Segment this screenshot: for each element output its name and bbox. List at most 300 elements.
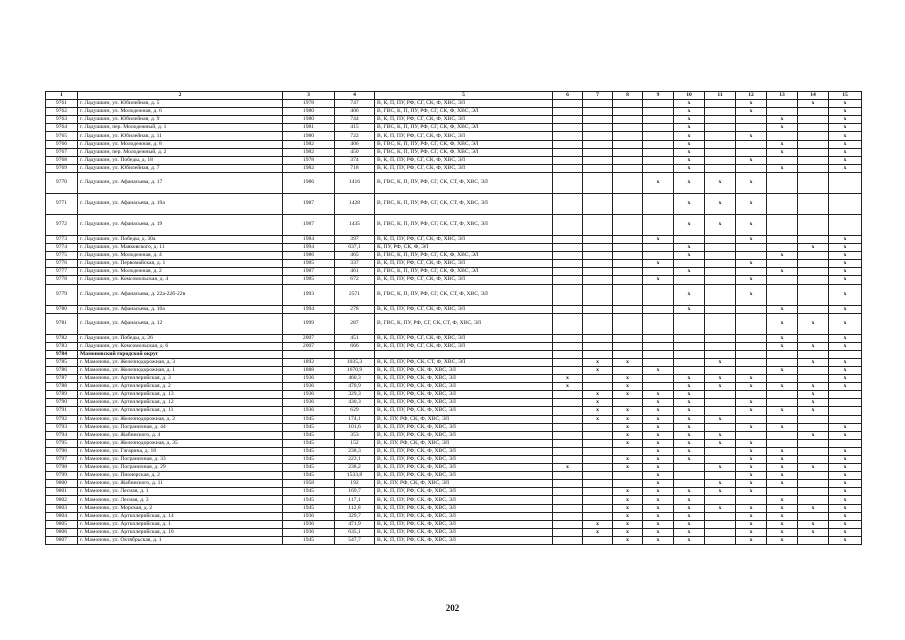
- mark-cell-col-10: x: [674, 504, 705, 512]
- year-cell: 1945: [283, 504, 335, 512]
- empty-cell: [613, 334, 643, 342]
- empty-cell: [583, 512, 613, 520]
- mark-cell-col-12: x: [736, 472, 767, 480]
- empty-cell: [613, 399, 643, 407]
- table-row: [46, 132, 862, 140]
- area-cell: 353: [335, 431, 375, 439]
- empty-cell: [613, 244, 643, 252]
- utilities-cell: В, ГВС, К, П, ПУ, РФ, СГ, СК, СТ, Ф, ХВС, ЭЛ: [375, 172, 553, 193]
- empty-cell: [613, 172, 643, 193]
- empty-cell: [613, 305, 643, 313]
- area-cell: 101,6: [335, 423, 375, 431]
- empty-cell: [553, 164, 583, 172]
- row-number-cell: 9790: [46, 399, 78, 407]
- table-row: [46, 108, 862, 116]
- mark-cell-col-12: x: [736, 284, 767, 305]
- row-number-cell: 9794: [46, 431, 78, 439]
- table-row: [46, 456, 862, 464]
- utilities-cell: В, К, П, ПУ, РФ, СК, Ф, ХВС, ЭЛ: [375, 431, 553, 439]
- empty-cell: [613, 148, 643, 156]
- address-cell: г. Ладушкин, ул. Победы, д. 18: [78, 156, 283, 164]
- utilities-cell: В, К, П, ПУ, РФ, СК, Ф, ХВС, ЭЛ: [375, 520, 553, 528]
- mark-cell-col-12: x: [736, 512, 767, 520]
- mark-cell-col-13: x: [767, 148, 798, 156]
- mark-cell-col-10: x: [674, 512, 705, 520]
- empty-cell: [705, 456, 736, 464]
- row-number-cell: 9800: [46, 480, 78, 488]
- empty-cell: [583, 342, 613, 350]
- table-row: [46, 496, 862, 504]
- area-cell: 238,2: [335, 464, 375, 472]
- mark-cell-col-10: x: [674, 439, 705, 447]
- mark-cell-col-8: x: [613, 391, 643, 399]
- address-cell: г. Мамоново, ул. Лесная, д. 3: [78, 496, 283, 504]
- empty-cell: [705, 276, 736, 284]
- mark-cell-col-15: x: [829, 480, 862, 488]
- mark-cell-col-13: x: [767, 383, 798, 391]
- address-cell: г. Мамоново, ул. Железнодорожная, д. 35: [78, 439, 283, 447]
- empty-cell: [798, 268, 829, 276]
- year-cell: 1986: [283, 172, 335, 193]
- empty-cell: [643, 252, 674, 260]
- mark-cell-col-13: x: [767, 313, 798, 334]
- column-header-5: 5: [375, 92, 553, 100]
- empty-cell: [767, 488, 798, 496]
- year-cell: 1987: [283, 193, 335, 214]
- mark-cell-col-10: x: [674, 431, 705, 439]
- area-cell: 1670,9: [335, 366, 375, 374]
- empty-cell: [583, 260, 613, 268]
- empty-cell: [553, 276, 583, 284]
- empty-cell: [643, 164, 674, 172]
- mark-cell-col-13: x: [767, 520, 798, 528]
- utilities-cell: В, К, П, ПУ, РФ, СК, Ф, ХВС, ЭЛ: [375, 366, 553, 374]
- empty-cell: [736, 358, 767, 366]
- empty-cell: [767, 100, 798, 108]
- mark-cell-col-9: x: [643, 366, 674, 374]
- utilities-cell: В, К, П, ПУ, РФ, СГ, СК, Ф, ХВС, ЭЛ: [375, 342, 553, 350]
- empty-cell: [705, 148, 736, 156]
- mark-cell-col-9: x: [643, 512, 674, 520]
- year-cell: 1945: [283, 447, 335, 455]
- empty-cell: [705, 100, 736, 108]
- utilities-cell: В, К, ПУ, РФ, СК, Ф, ХВС, ЭЛ: [375, 480, 553, 488]
- year-cell: 1980: [283, 132, 335, 140]
- mark-cell-col-11: x: [705, 431, 736, 439]
- address-cell: г. Мамоново, ул. Артиллерийская, д. 11: [78, 407, 283, 415]
- utilities-cell: В, ГВС, К, П, ПУ, РФ, СГ, СК, Ф, ХВС, ЭЛ: [375, 108, 553, 116]
- empty-cell: [736, 342, 767, 350]
- mark-cell-col-9: x: [643, 276, 674, 284]
- year-cell: 1936: [283, 399, 335, 407]
- empty-cell: [553, 140, 583, 148]
- empty-cell: [613, 342, 643, 350]
- address-cell: г. Мамоново, ул. Пограничная, д. 33: [78, 456, 283, 464]
- empty-cell: [553, 407, 583, 415]
- mark-cell-col-10: x: [674, 488, 705, 496]
- empty-cell: [643, 358, 674, 366]
- area-cell: 287: [335, 313, 375, 334]
- address-cell: г. Мамоново, ул. Жабинского, д. 11: [78, 480, 283, 488]
- empty-cell: [583, 488, 613, 496]
- mark-cell-col-10: x: [674, 148, 705, 156]
- empty-cell: [798, 235, 829, 243]
- mark-cell-col-9: x: [643, 464, 674, 472]
- utilities-cell: В, К, П, ПУ, РФ, СК, Ф, ХВС, ЭЛ: [375, 399, 553, 407]
- empty-cell: [553, 520, 583, 528]
- table-row: [46, 235, 862, 243]
- year-cell: 1987: [283, 268, 335, 276]
- utilities-cell: В, К, П, ПУ, РФ, СГ, СК, Ф, ХВС, ЭЛ: [375, 132, 553, 140]
- mark-cell-col-15: x: [829, 536, 862, 544]
- address-cell: г. Ладушкин, ул. Юбилейная, д. 9: [78, 116, 283, 124]
- empty-cell: [583, 456, 613, 464]
- table-row: [46, 415, 862, 423]
- mark-cell-col-15: x: [829, 313, 862, 334]
- mark-cell-col-15: x: [829, 140, 862, 148]
- empty-cell: [553, 423, 583, 431]
- table-row: [46, 383, 862, 391]
- empty-cell: [767, 260, 798, 268]
- mark-cell-col-10: x: [674, 284, 705, 305]
- area-cell: 1428: [335, 193, 375, 214]
- mark-cell-col-10: x: [674, 172, 705, 193]
- mark-cell-col-12: x: [736, 235, 767, 243]
- empty-cell: [736, 313, 767, 334]
- address-cell: г. Мамоново, ул. Артиллерийская, д. 13: [78, 391, 283, 399]
- mark-cell-col-12: x: [736, 456, 767, 464]
- mark-cell-col-9: x: [643, 472, 674, 480]
- column-header-9: 9: [643, 92, 674, 100]
- mark-cell-col-15: x: [829, 148, 862, 156]
- year-cell: 1945: [283, 415, 335, 423]
- empty-cell: [798, 108, 829, 116]
- area-cell: 169,7: [335, 488, 375, 496]
- utilities-cell: В, ГВС, К, П, ПУ, РФ, СГ, СК, СТ, Ф, ХВС, ЭЛ: [375, 193, 553, 214]
- empty-cell: [798, 334, 829, 342]
- mark-cell-col-13: x: [767, 472, 798, 480]
- mark-cell-col-12: x: [736, 276, 767, 284]
- mark-cell-col-11: x: [705, 504, 736, 512]
- utilities-cell: В, К, П, ПУ, РФ, СГ, СК, Ф, ХВС, ЭЛ: [375, 235, 553, 243]
- mark-cell-col-15: x: [829, 342, 862, 350]
- mark-cell-col-15: x: [829, 375, 862, 383]
- area-cell: 461: [335, 268, 375, 276]
- mark-cell-col-15: x: [829, 488, 862, 496]
- mark-cell-col-12: x: [736, 260, 767, 268]
- empty-cell: [613, 447, 643, 455]
- area-cell: 666: [335, 342, 375, 350]
- table-row: [46, 472, 862, 480]
- mark-cell-col-6: x: [553, 375, 583, 383]
- mark-cell-col-14: x: [798, 407, 829, 415]
- empty-cell: [674, 313, 705, 334]
- empty-cell: [798, 172, 829, 193]
- mark-cell-col-13: x: [767, 334, 798, 342]
- mark-cell-col-8: x: [613, 520, 643, 528]
- column-header-13: 13: [767, 92, 798, 100]
- table-row: [46, 252, 862, 260]
- empty-cell: [553, 284, 583, 305]
- mark-cell-col-13: x: [767, 464, 798, 472]
- empty-cell: [798, 415, 829, 423]
- mark-cell-col-8: x: [613, 456, 643, 464]
- empty-cell: [705, 447, 736, 455]
- address-cell: г. Ладушкин, ул. Афанасьева, д. 17: [78, 172, 283, 193]
- mark-cell-col-13: x: [767, 447, 798, 455]
- year-cell: 1993: [283, 284, 335, 305]
- utilities-cell: В, ГВС, К, П, ПУ, РФ, СГ, СК, Ф, ХВС, ЭЛ: [375, 140, 553, 148]
- row-number-cell: 9772: [46, 214, 78, 235]
- mark-cell-col-7: x: [583, 407, 613, 415]
- empty-cell: [798, 350, 829, 358]
- mark-cell-col-13: x: [767, 528, 798, 536]
- table-row: [46, 504, 862, 512]
- empty-cell: [705, 156, 736, 164]
- mark-cell-col-14: x: [798, 244, 829, 252]
- mark-cell-col-12: x: [736, 464, 767, 472]
- area-cell: 223,1: [335, 456, 375, 464]
- mark-cell-col-12: x: [736, 488, 767, 496]
- table-row: [46, 439, 862, 447]
- empty-cell: [613, 214, 643, 235]
- empty-cell: [705, 399, 736, 407]
- empty-cell: [583, 284, 613, 305]
- empty-cell: [553, 447, 583, 455]
- row-number-cell: 9775: [46, 252, 78, 260]
- mark-cell-col-12: x: [736, 480, 767, 488]
- row-number-cell: 9789: [46, 391, 78, 399]
- table-row: [46, 172, 862, 193]
- area-cell: 465: [335, 252, 375, 260]
- address-cell: г. Мамоново, ул. Артиллерийская, д. 10: [78, 528, 283, 536]
- area-cell: 451: [335, 334, 375, 342]
- mark-cell-col-9: x: [643, 480, 674, 488]
- address-cell: г. Мамоново, ул. Пограничная, д. 29: [78, 464, 283, 472]
- mark-cell-col-15: x: [829, 108, 862, 116]
- empty-cell: [643, 305, 674, 313]
- empty-cell: [798, 214, 829, 235]
- empty-cell: [553, 235, 583, 243]
- table-body: [46, 100, 862, 545]
- mark-cell-col-10: x: [674, 456, 705, 464]
- empty-cell: [705, 366, 736, 374]
- utilities-cell: В, ГВС, К, П, ПУ, РФ, СГ, СК, Ф, ХВС, ЭЛ: [375, 124, 553, 132]
- mark-cell-col-15: x: [829, 464, 862, 472]
- column-header-3: 3: [283, 92, 335, 100]
- mark-cell-col-9: x: [643, 447, 674, 455]
- table-row: [46, 214, 862, 235]
- year-cell: 1958: [283, 480, 335, 488]
- mark-cell-col-13: x: [767, 480, 798, 488]
- empty-cell: [705, 140, 736, 148]
- empty-cell: [583, 496, 613, 504]
- mark-cell-col-15: x: [829, 276, 862, 284]
- mark-cell-col-15: x: [829, 244, 862, 252]
- area-cell: 406: [335, 108, 375, 116]
- empty-cell: [798, 447, 829, 455]
- empty-cell: [643, 140, 674, 148]
- mark-cell-col-12: x: [736, 528, 767, 536]
- address-cell: г. Ладушкин, ул. Молодежная, д. 4: [78, 252, 283, 260]
- mark-cell-col-10: x: [674, 124, 705, 132]
- area-cell: 637,1: [335, 244, 375, 252]
- year-cell: 2007: [283, 334, 335, 342]
- row-number-cell: 9783: [46, 342, 78, 350]
- year-cell: 1978: [283, 100, 335, 108]
- mark-cell-col-15: x: [829, 431, 862, 439]
- empty-cell: [798, 305, 829, 313]
- empty-cell: [798, 276, 829, 284]
- empty-cell: [583, 193, 613, 214]
- table-row: [46, 116, 862, 124]
- empty-cell: [613, 164, 643, 172]
- mark-cell-col-15: x: [829, 235, 862, 243]
- empty-cell: [583, 334, 613, 342]
- mark-cell-col-13: x: [767, 140, 798, 148]
- empty-cell: [798, 366, 829, 374]
- column-header-8: 8: [613, 92, 643, 100]
- table-row: [46, 391, 862, 399]
- table-row: [46, 528, 862, 536]
- empty-cell: [736, 116, 767, 124]
- table-row: [46, 407, 862, 415]
- mark-cell-col-10: x: [674, 496, 705, 504]
- address-cell: г. Мамоново, ул. Железнодорожная, д. 3: [78, 358, 283, 366]
- table-row: [46, 100, 862, 108]
- mark-cell-col-9: x: [643, 415, 674, 423]
- mark-cell-col-9: x: [643, 520, 674, 528]
- mark-cell-col-9: x: [643, 488, 674, 496]
- empty-cell: [705, 235, 736, 243]
- year-cell: 1945: [283, 488, 335, 496]
- row-number-cell: 9807: [46, 536, 78, 544]
- address-cell: Мамоновский городской округ: [78, 350, 283, 358]
- empty-cell: [583, 383, 613, 391]
- empty-cell: [767, 276, 798, 284]
- row-number-cell: 9792: [46, 415, 78, 423]
- empty-cell: [674, 358, 705, 366]
- area-cell: 174,1: [335, 415, 375, 423]
- empty-cell: [767, 235, 798, 243]
- empty-cell: [613, 235, 643, 243]
- mark-cell-col-9: x: [643, 439, 674, 447]
- mark-cell-col-13: x: [767, 504, 798, 512]
- mark-cell-col-12: x: [736, 439, 767, 447]
- empty-cell: [736, 124, 767, 132]
- area-cell: 635,1: [335, 528, 375, 536]
- year-cell: 1936: [283, 512, 335, 520]
- empty-cell: [705, 536, 736, 544]
- utilities-cell: В, К, П, ПУ, РФ, СК, Ф, ХВС, ЭЛ: [375, 391, 553, 399]
- row-number-cell: 9804: [46, 512, 78, 520]
- empty-cell: [736, 305, 767, 313]
- utilities-cell: В, К, П, ПУ, РФ, СГ, СК, Ф, ХВС, ЭЛ: [375, 116, 553, 124]
- address-cell: г. Мамоново, ул. Гагарина, д. 18: [78, 447, 283, 455]
- empty-cell: [553, 116, 583, 124]
- mark-cell-col-13: x: [767, 342, 798, 350]
- mark-cell-col-6: x: [553, 383, 583, 391]
- row-number-cell: 9766: [46, 140, 78, 148]
- mark-cell-col-13: x: [767, 536, 798, 544]
- empty-cell: [767, 350, 798, 358]
- mark-cell-col-12: x: [736, 132, 767, 140]
- mark-cell-col-9: x: [643, 504, 674, 512]
- year-cell: 1945: [283, 496, 335, 504]
- mark-cell-col-11: x: [705, 439, 736, 447]
- empty-cell: [705, 520, 736, 528]
- address-cell: г. Мамоново, ул. Артиллерийская, д. 12: [78, 399, 283, 407]
- empty-cell: [553, 431, 583, 439]
- empty-cell: [643, 334, 674, 342]
- empty-cell: [798, 116, 829, 124]
- table-row: [46, 480, 862, 488]
- empty-cell: [643, 342, 674, 350]
- empty-cell: [736, 350, 767, 358]
- row-number-cell: 9770: [46, 172, 78, 193]
- address-cell: г. Мамоново, ул. Артиллерийская, д. 14: [78, 512, 283, 520]
- row-number-cell: 9799: [46, 472, 78, 480]
- utilities-cell: В, К, П, ПУ, РФ, СК, Ф, ХВС, ЭЛ: [375, 375, 553, 383]
- table-row: [46, 244, 862, 252]
- mark-cell-col-15: x: [829, 383, 862, 391]
- column-header-12: 12: [736, 92, 767, 100]
- row-number-cell: 9782: [46, 334, 78, 342]
- table-row: [46, 260, 862, 268]
- address-cell: г. Ладушкин, ул. Комсомольская, д. 6: [78, 342, 283, 350]
- mark-cell-col-15: x: [829, 496, 862, 504]
- utilities-cell: В, К, П, ПУ, РФ, СГ, СК, Ф, ХВС, ЭЛ: [375, 334, 553, 342]
- mark-cell-col-14: x: [798, 383, 829, 391]
- mark-cell-col-15: x: [829, 268, 862, 276]
- mark-cell-col-14: x: [798, 504, 829, 512]
- empty-cell: [829, 399, 862, 407]
- mark-cell-col-10: x: [674, 156, 705, 164]
- empty-cell: [643, 214, 674, 235]
- empty-cell: [643, 100, 674, 108]
- empty-cell: [613, 116, 643, 124]
- mark-cell-col-9: x: [643, 431, 674, 439]
- address-cell: г. Ладушкин, ул. Юбилейная, д. 7: [78, 164, 283, 172]
- mark-cell-col-8: x: [613, 464, 643, 472]
- empty-cell: [798, 284, 829, 305]
- empty-cell: [583, 276, 613, 284]
- row-number-cell: 9805: [46, 520, 78, 528]
- utilities-cell: В, К, П, ПУ, РФ, СК, Ф, ХВС, ЭЛ: [375, 464, 553, 472]
- mark-cell-col-10: x: [674, 305, 705, 313]
- empty-cell: [767, 431, 798, 439]
- mark-cell-col-9: x: [643, 536, 674, 544]
- empty-cell: [705, 512, 736, 520]
- empty-cell: [613, 156, 643, 164]
- address-cell: г. Мамоново, ул. Артиллерийская, д. 3: [78, 375, 283, 383]
- mark-cell-col-8: x: [613, 358, 643, 366]
- column-header-1: 1: [46, 92, 78, 100]
- empty-cell: [613, 100, 643, 108]
- mark-cell-col-7: x: [583, 366, 613, 374]
- mark-cell-col-11: x: [705, 464, 736, 472]
- empty-cell: [583, 148, 613, 156]
- area-cell: 629: [335, 407, 375, 415]
- empty-cell: [583, 214, 613, 235]
- table-row: [46, 488, 862, 496]
- empty-cell: [705, 496, 736, 504]
- address-cell: г. Мамоново, ул. Артиллерийская, д. 2: [78, 383, 283, 391]
- empty-cell: [583, 431, 613, 439]
- mark-cell-col-9: x: [643, 456, 674, 464]
- row-number-cell: 9771: [46, 193, 78, 214]
- empty-cell: [674, 472, 705, 480]
